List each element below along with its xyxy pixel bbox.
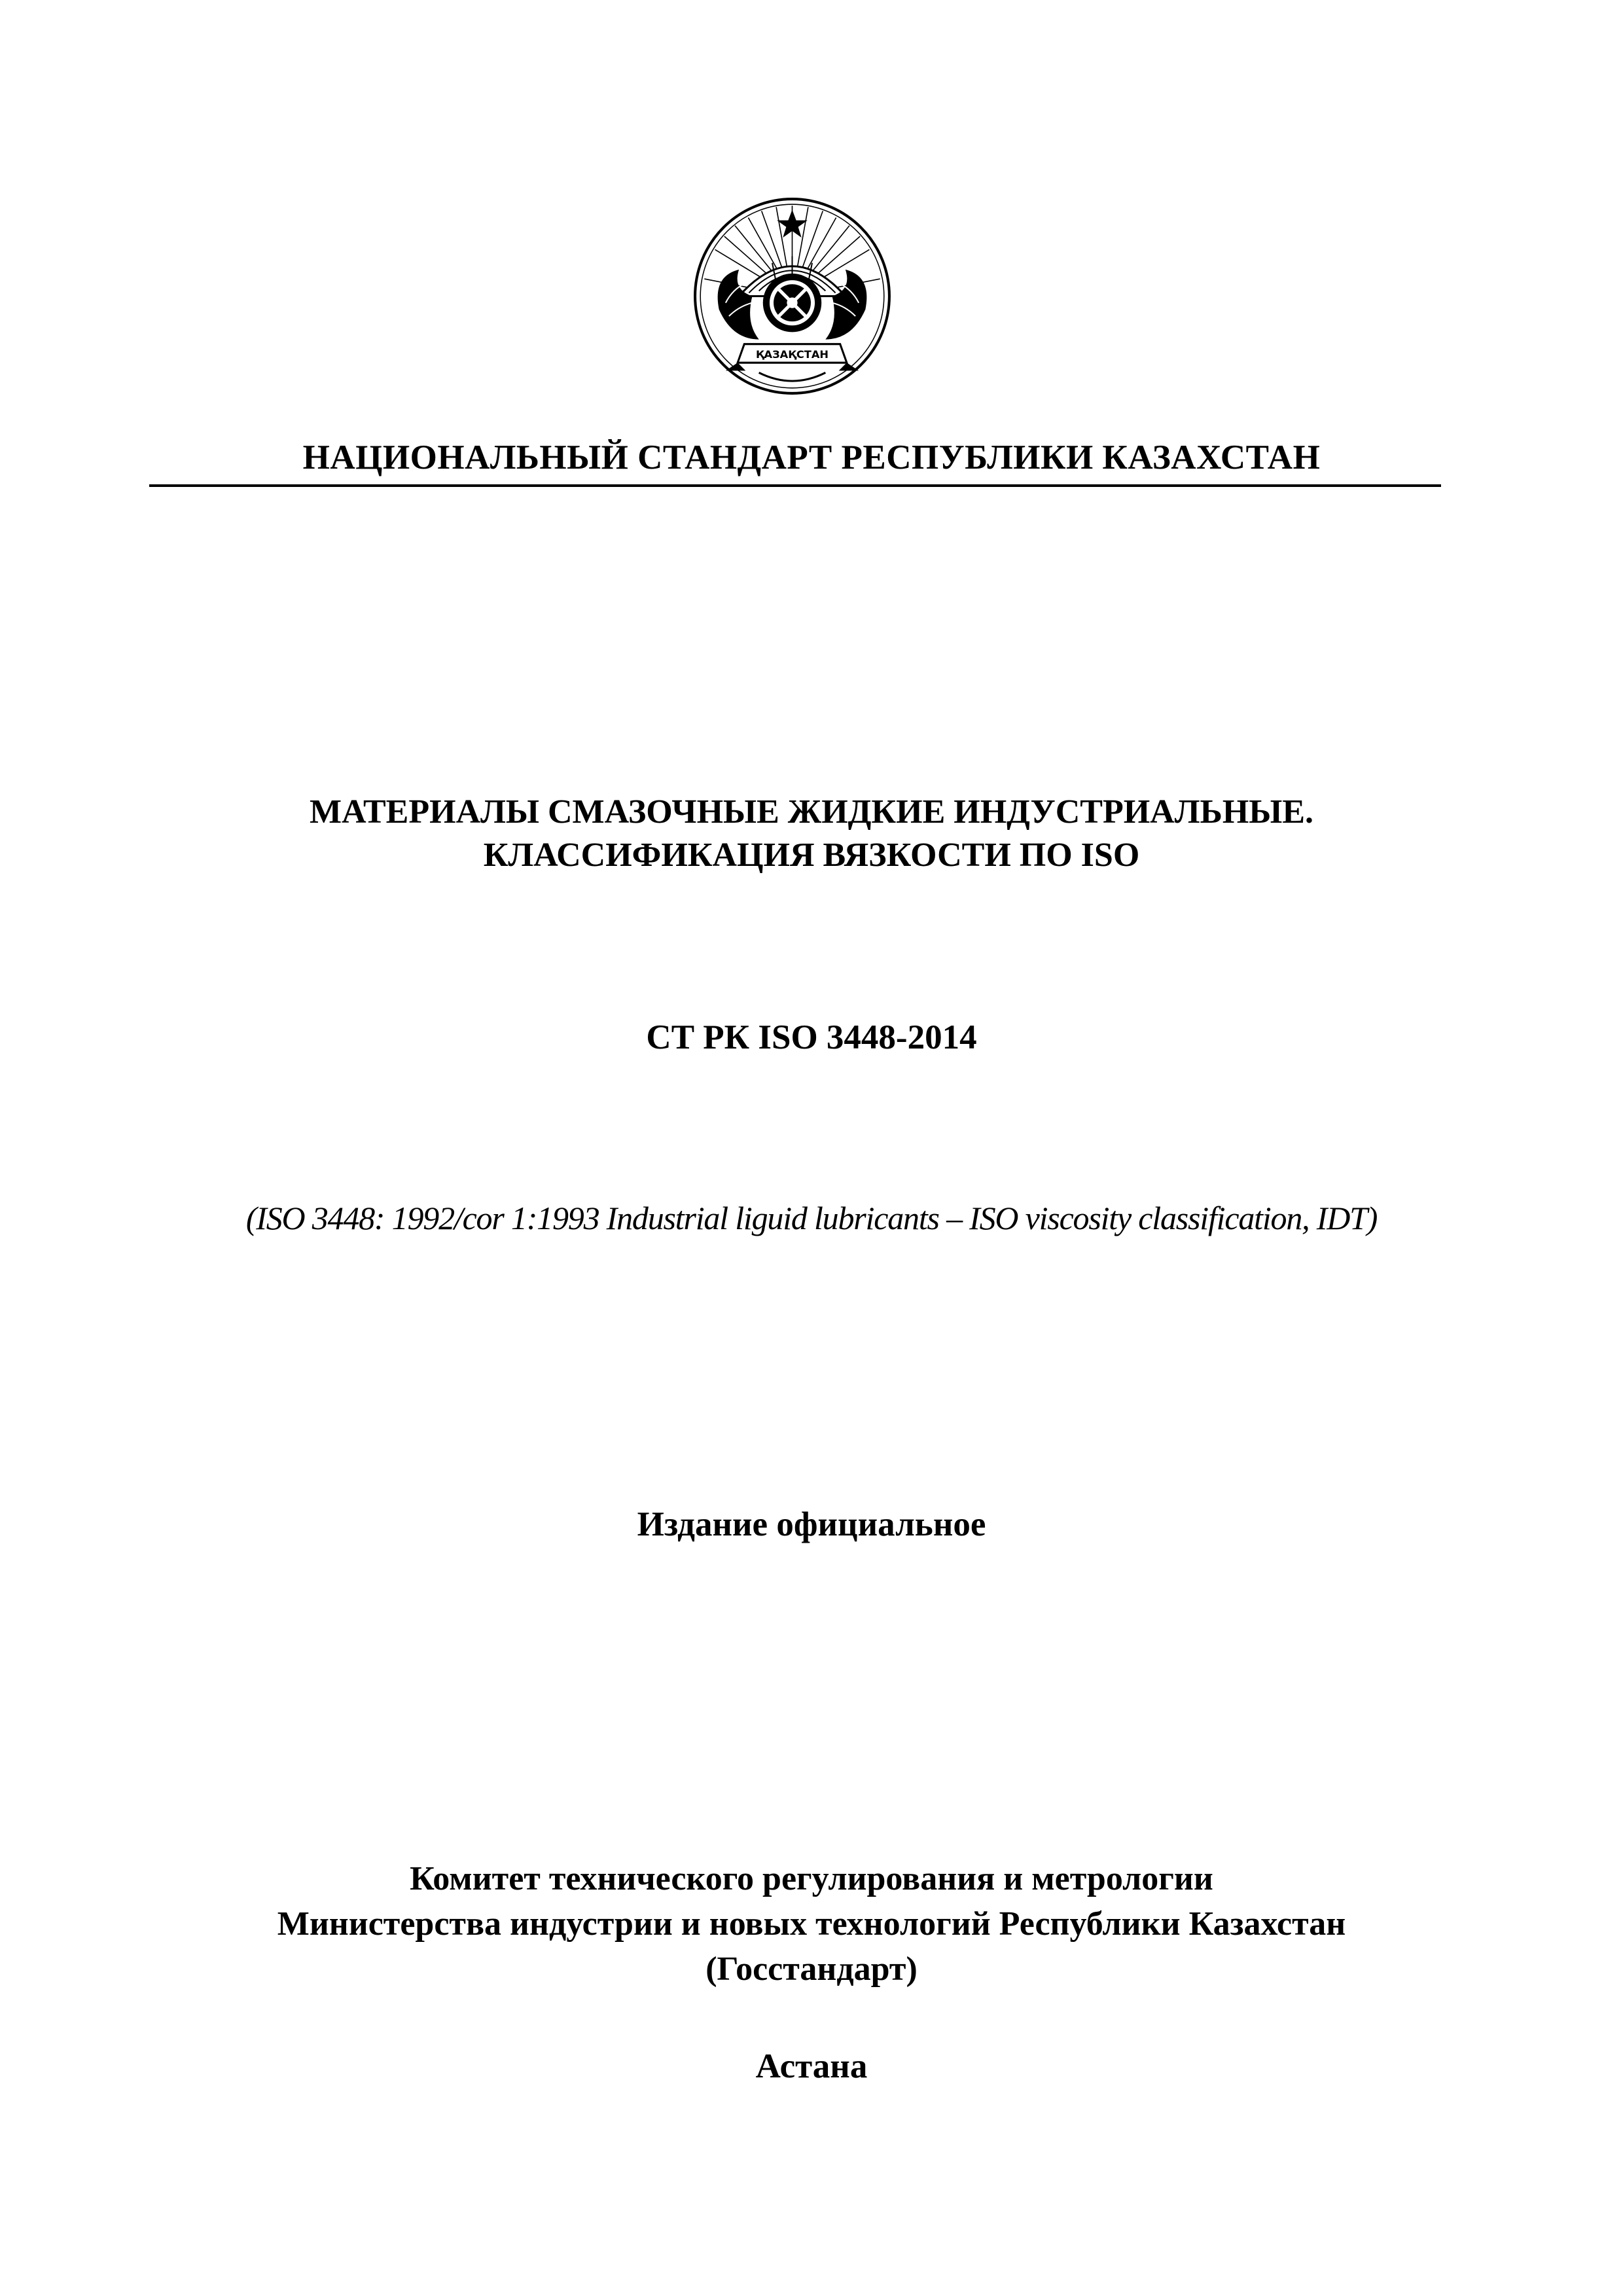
document-title — [0, 791, 1623, 877]
header-divider — [149, 484, 1441, 487]
standard-header: НАЦИОНАЛЬНЫЙ СТАНДАРТ РЕСПУБЛИКИ КАЗАХСТАН — [302, 439, 1321, 476]
publisher-line-1: Комитет технического регулирования и метрологии — [410, 1860, 1213, 1897]
edition-label: Издание официальное — [637, 1505, 986, 1543]
standard-designation: СТ РК ISO 3448-2014 — [646, 1018, 977, 1056]
document-title-line-1: МАТЕРИАЛЫ СМАЗОЧНЫЕ ЖИДКИЕ ИНДУСТРИАЛЬНЫЕ. — [309, 793, 1314, 831]
emblem-inscription: ҚАЗАҚСТАН — [755, 348, 829, 361]
document-title-line-2: КЛАССИФИКАЦИЯ ВЯЗКОСТИ ПО ISO — [483, 836, 1140, 874]
publication-city: Астана — [755, 2047, 868, 2085]
publisher-line-3: (Госстандарт) — [705, 1950, 918, 1988]
publisher-line-2: Министерства индустрии и новых технологий Республики Казахстан — [277, 1905, 1346, 1943]
kazakhstan-state-emblem-icon — [692, 196, 892, 396]
publisher-block — [0, 1856, 1623, 1992]
iso-reference: (ISO 3448: 1992/cor 1:1993 Industrial liguid lubricants – ISO viscosity classification, IDT) — [245, 1200, 1378, 1236]
